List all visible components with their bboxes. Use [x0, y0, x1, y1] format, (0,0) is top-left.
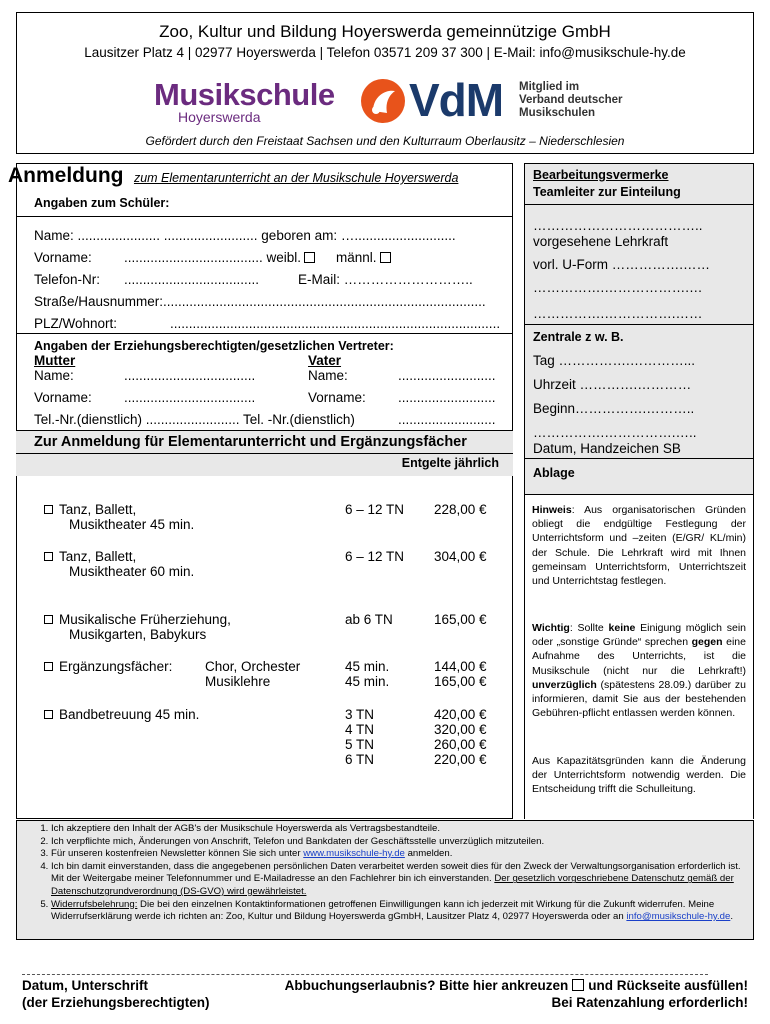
mother-vorname-field[interactable]: ................................... [124, 390, 256, 405]
vdm-text: VdM [409, 74, 504, 126]
parents-heading: Angaben der Erziehungsberechtigten/gesetzlichen Vertreter: [34, 339, 394, 353]
teacher-label: vorgesehene Lehrkraft [533, 234, 669, 249]
terms-list [16, 820, 754, 940]
father-work-phone-field[interactable]: .......................... [398, 412, 496, 427]
telefon-field[interactable]: .................................... [124, 272, 260, 287]
office-notes-panel [524, 163, 754, 819]
course-checkbox[interactable] [44, 552, 53, 561]
terms-item: 1. Ich akzeptiere den Inhalt der AGB's der Musikschule Hoyerswerda als Vertragsbestandteile. [51, 823, 747, 836]
org-name: Zoo, Kultur und Bildung Hoyerswerda gemeinnützige GmbH [159, 22, 611, 41]
course-price: 220,00 € [434, 752, 487, 767]
debit-checkbox[interactable] [572, 979, 584, 991]
course-name-2: Musiktheater 60 min. [69, 564, 195, 579]
course-checkbox[interactable] [44, 662, 53, 671]
course-name: Tanz, Ballett, [59, 502, 137, 517]
work-phone-fields[interactable]: Tel.-Nr.(dienstlich) ......................... Tel. -Nr.(dienstlich) [34, 412, 355, 427]
male-checkbox[interactable] [380, 252, 391, 263]
musikschule-logo [154, 77, 335, 127]
course-name: Bandbetreuung 45 min. [59, 707, 200, 722]
subject: Musiklehre [205, 674, 271, 689]
divider [525, 458, 753, 459]
team-heading: Teamleiter zur Einteilung [533, 185, 681, 199]
telefon-label: Telefon-Nr: [34, 272, 101, 287]
terms-item [51, 899, 747, 924]
plz-field[interactable]: ........................................................................................ [170, 316, 501, 331]
important-part: (spätestens 28.09.) darüber zu informieren, damit Sie aus der bestehenden Gebühren-pflicht entlassen werden können. [532, 678, 746, 720]
uform-field[interactable]: vorl. U-Form …………….…… [533, 257, 710, 272]
course-checkbox[interactable] [44, 505, 53, 514]
hint-text [532, 503, 746, 588]
courses-heading-bar [16, 430, 513, 454]
mother-heading: Mutter [34, 353, 76, 368]
course-name: Ergänzungsfächer: [59, 659, 173, 674]
capacity-text: Aus Kapazitätsgründen kann die Änderung der Unterrichtsform notwendig werden. Die Entscheidung trifft die Schulleitung. [532, 755, 746, 796]
debit-consent [285, 978, 748, 993]
important-part: : Sollte [569, 622, 609, 634]
tn: 3 TN [345, 707, 375, 722]
terms-text: . [730, 911, 734, 923]
fees-label: Entgelte jährlich [401, 456, 499, 470]
tn: 4 TN [345, 722, 375, 737]
father-vorname-label: Vorname: [308, 390, 366, 405]
course-price: 228,00 € [434, 502, 487, 517]
course-tn: ab 6 TN [345, 612, 393, 627]
ergaenzung-prices [434, 659, 487, 689]
office-notes-top [525, 164, 753, 494]
start-field[interactable]: Beginn…………….……….. [533, 401, 695, 416]
terms-item: 2. Ich verpflichte mich, Änderungen von Anschrift, Telefon und Bankdaten der Geschäftsstelle unverzüglich mitzuteilen. [51, 836, 747, 849]
vorname-field[interactable] [124, 250, 315, 265]
tn: 6 TN [345, 752, 375, 767]
father-heading: Vater [308, 353, 342, 368]
logo-text: Musikschule [154, 77, 335, 112]
course-checkbox[interactable] [44, 710, 53, 719]
divider [16, 333, 513, 334]
important-text [532, 621, 746, 720]
form-subtitle: zum Elementarunterricht an der Musikschule Hoyerswerda [133, 171, 459, 185]
student-heading: Angaben zum Schüler: [34, 196, 170, 210]
terms-item [51, 861, 747, 899]
terms-text: Für unseren kostenfreien Newsletter können Sie sich unter [51, 848, 304, 860]
female-checkbox[interactable] [304, 252, 315, 263]
course-price: 420,00 € [434, 707, 487, 722]
band-tn [345, 707, 374, 767]
course-price: 165,00 € [434, 612, 487, 627]
tn: 5 TN [345, 737, 375, 752]
plz-label: PLZ/Wohnort: [34, 316, 118, 331]
course-name: Tanz, Ballett, [59, 549, 137, 564]
org-address: Lausitzer Platz 4 | 02977 Hoyerswerda | Telefon 03571 209 37 300 | E-Mail: info@musikschule-hy.de [84, 45, 686, 60]
mother-name-label: Name: [34, 368, 74, 383]
male-option [336, 250, 391, 265]
vdm-member-text [519, 81, 623, 120]
terms-text: Widerrufsbelehrung: [51, 898, 138, 910]
processing-heading: Bearbeitungsvermerke [533, 168, 669, 182]
website-link[interactable]: www.musikschule-hy.de [303, 848, 405, 860]
email-link[interactable]: info@musikschule-hy.de [626, 911, 731, 923]
extra-field[interactable]: …………….……………….… [533, 280, 703, 295]
band-item[interactable] [44, 707, 199, 722]
debit-text: und Rückseite ausfüllen! [588, 978, 748, 993]
fees-band [16, 454, 513, 476]
vdm-logo-icon [359, 77, 407, 125]
hint-label: Hinweis [532, 504, 572, 516]
hint-body: : Aus organisatorischen Gründen obliegt die endgültige Festlegung der Unterrichtsform und –zeiten (E/GR/ KL/min) der Schule. Die Lehrkraft wird mit Ihnen gemeinsam Unterrichtsform, Unterrichtszeit und Unterrichtstag festlegen. [532, 504, 746, 588]
band-prices [434, 707, 487, 767]
divider [525, 204, 753, 205]
time: 45 min. [345, 674, 390, 689]
important-part: Einigung möglich sein oder „sonstige Gründe“ sprechen [532, 622, 746, 649]
important-emph: unverzüglich [532, 678, 597, 691]
form-title: Anmeldung [8, 164, 124, 187]
course-tn: 6 – 12 TN [345, 549, 405, 564]
vorname-dots: ..................................... weibl. [124, 250, 302, 265]
time-field[interactable]: Uhrzeit ………….………… [533, 377, 692, 392]
email-field[interactable]: E-Mail: ……………………….. [298, 272, 473, 287]
vdm-line: Mitglied im [519, 81, 580, 93]
course-price: 260,00 € [434, 737, 487, 752]
course-price: 304,00 € [434, 549, 487, 564]
installment-note: Bei Ratenzahlung erforderlich! [551, 995, 748, 1010]
course-checkbox[interactable] [44, 615, 53, 624]
central-heading: Zentrale z w. B. [533, 330, 624, 344]
course-name-2: Musikgarten, Babykurs [69, 627, 207, 642]
terms-text: Der gesetzlich vorgeschriebene Datenschutz gemäß der Datenschutzgrundverordnung (DS-GVO) wird gewährleistet. [51, 873, 734, 897]
important-part: eine Aufnahme des Unterrichts, ist die Musikschule (nicht nur die Lehrkraft!) [532, 636, 746, 677]
terms-text: anmelden. [404, 848, 453, 860]
courses-heading: Zur Anmeldung für Elementarunterricht und Ergänzungsfächer [34, 434, 467, 450]
father-name-field[interactable]: .......................... [398, 368, 496, 383]
ergaenzung-item[interactable] [44, 659, 172, 674]
terms-text: Die bei den einzelnen Kontaktinformationen getroffenen Einwilligungen kann ich jederzeit mit Wirkung für die Zukunft widerrufen. Meine Widerrufserklärung werde ich richten an: Zoo, Kultur und Bildung Hoyerswerda gGmbH, Lausitzer Platz 4, 02977 Hoyerswerda oder an [51, 898, 715, 923]
street-field[interactable]: Straße/Hausnummer:...................................................................................... [34, 294, 486, 309]
letterhead [16, 12, 754, 154]
logo-subtext: Hoyerswerda [178, 109, 261, 125]
funding-note: Gefördert durch den Freistaat Sachsen und den Kulturraum Oberlausitz – Niederschlesien [145, 134, 625, 148]
course-price: 144,00 € [434, 659, 487, 674]
signature-line[interactable] [22, 974, 708, 975]
father-vorname-field[interactable]: .......................... [398, 390, 496, 405]
extra-field[interactable]: …………….…………….…… [533, 306, 703, 321]
teacher-field[interactable]: ……………………………….. [533, 218, 703, 233]
vdm-line: Musikschulen [519, 107, 596, 119]
divider [525, 324, 753, 325]
form-title-row [8, 164, 458, 188]
important-emph: keine [608, 622, 636, 634]
signature-field[interactable]: …………….…………….….. [533, 425, 697, 440]
ergaenzung-times [345, 659, 389, 689]
divider [16, 216, 513, 217]
notes-panel [525, 494, 753, 820]
important-emph: gegen [691, 636, 723, 649]
course-item[interactable] [44, 612, 231, 642]
filing-label: Ablage [533, 466, 575, 480]
important-label: Wichtig [532, 622, 570, 634]
course-price: 165,00 € [434, 674, 487, 689]
ergaenzung-subjects [205, 659, 300, 689]
terms-item [51, 848, 747, 861]
debit-text: Abbuchungserlaubnis? Bitte hier ankreuzen [284, 978, 569, 993]
father-name-label: Name: [308, 368, 348, 383]
terms-text: Ich bin damit einverstanden, dass die angegebenen persönlichen Daten verarbeitet werden soweit dies für den Zweck der Verwaltungsorganisation erforderlich ist. Mit der Weitergabe meiner Telefonnummer und E-Mailadresse an den Fachlehrer bin ich einverstanden. [51, 860, 741, 885]
day-field[interactable]: Tag …………….…………... [533, 353, 696, 368]
subject: Chor, Orchester [205, 659, 301, 674]
vdm-line: Verband deutscher [519, 94, 623, 106]
male-label: männl. [336, 250, 377, 265]
time: 45 min. [345, 659, 390, 674]
vorname-label: Vorname: [34, 250, 92, 265]
date-sign-label: Datum, Handzeichen SB [533, 441, 681, 456]
course-name: Musikalische Früherziehung, [59, 612, 231, 627]
course-tn: 6 – 12 TN [345, 502, 405, 517]
course-price: 320,00 € [434, 722, 487, 737]
mother-name-field[interactable]: ................................... [124, 368, 256, 383]
mother-vorname-label: Vorname: [34, 390, 92, 405]
course-name-2: Musiktheater 45 min. [69, 517, 195, 532]
signature-label: Datum, Unterschrift [22, 978, 149, 993]
student-name-field[interactable]: Name: ...................... ......................... geboren am: …........................... [34, 228, 456, 243]
guardian-label: (der Erziehungsberechtigten) [22, 995, 210, 1010]
course-item[interactable] [44, 502, 194, 532]
course-item[interactable] [44, 549, 194, 579]
